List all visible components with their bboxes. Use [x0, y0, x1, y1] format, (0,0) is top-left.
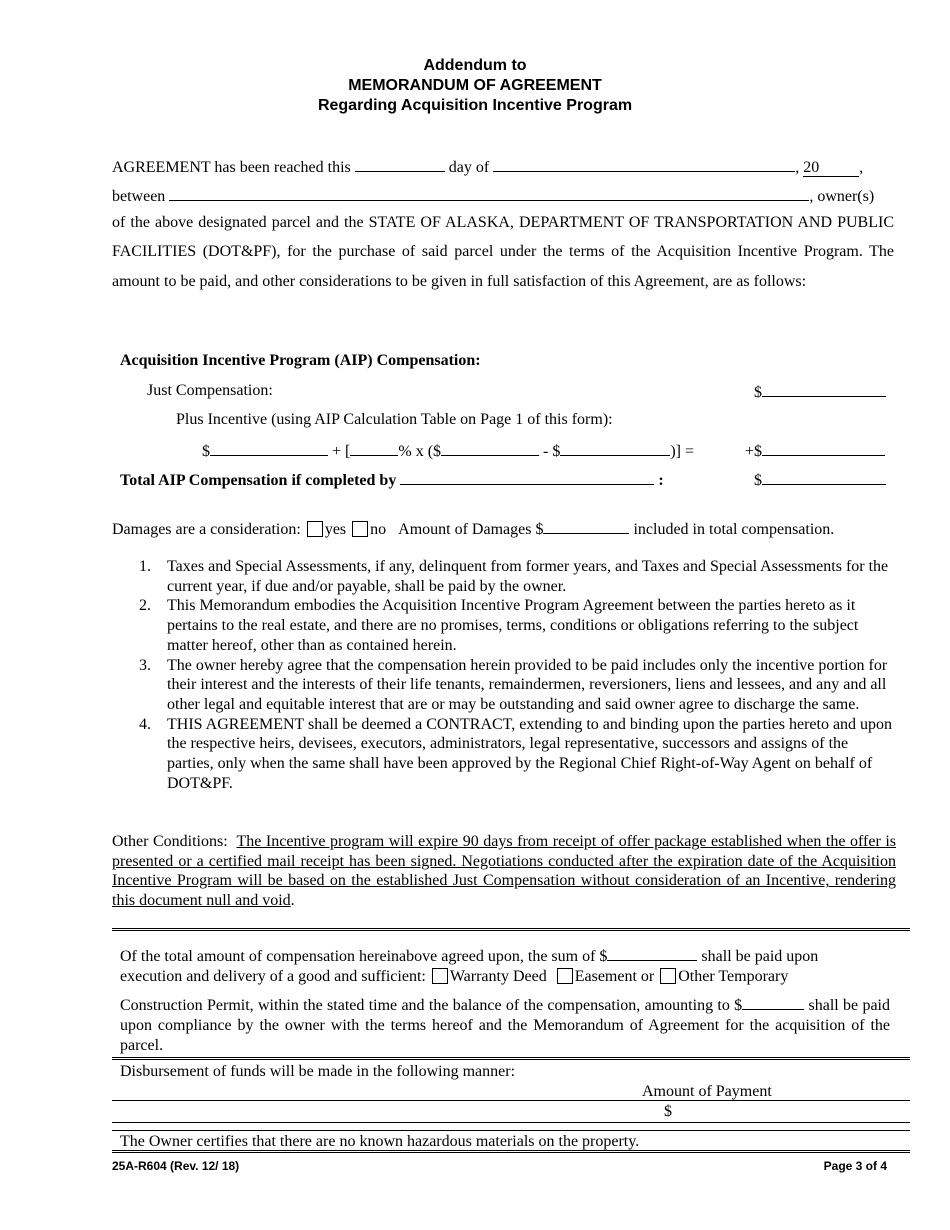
formula-end: )] =	[670, 443, 695, 460]
payment-sum-line	[120, 945, 890, 967]
construction-text-b: shall be paid upon compliance by the owner with the terms hereof and the Memorandum of Agreement for the acquisition of the parcel.	[120, 997, 890, 1054]
other-temporary-checkbox[interactable]	[660, 968, 676, 984]
deed-options-label: execution and delivery of a good and sufficient:	[120, 967, 426, 985]
payment-terms	[120, 945, 890, 1056]
term-text: This Memorandum embodies the Acquisition Incentive Program Agreement between the parties hereto as it pertains to the real estate, and there are no promises, terms, conditions or obligations referring to the subject matter hereof, other than as contained herein.	[167, 597, 859, 654]
header-line-addendum: Addendum to	[423, 57, 527, 74]
formula-plus: + [	[332, 443, 351, 460]
disbursement-label: Disbursement of funds will be made in the following manner:	[120, 1063, 516, 1080]
payment-sum-suffix: shall be paid upon	[701, 948, 819, 965]
damages-label: Damages are a consideration:	[112, 521, 301, 538]
incentive-formula	[202, 440, 694, 462]
damages-amount-field[interactable]	[543, 518, 629, 534]
plus-incentive-label: Plus Incentive (using AIP Calculation Table on Page 1 of this form):	[176, 411, 613, 428]
total-aip-label: Total AIP Compensation if completed by	[120, 472, 397, 489]
total-colon: :	[658, 472, 664, 489]
list-item	[112, 715, 897, 794]
damages-amount-label: Amount of Damages $	[398, 521, 544, 538]
dollar-sign: $	[754, 384, 762, 401]
term-number: 4.	[139, 715, 151, 733]
dollar-sign: $	[433, 443, 442, 460]
plus-dollar-sign: +$	[745, 443, 763, 460]
dollar-sign: $	[754, 472, 762, 489]
term-text: THIS AGREEMENT shall be deemed a CONTRACT, extending to and binding upon the parties hereto and upon the respective heirs, devisees, executors, administrators, legal representative, successors and assigns of the parties, only when the same shall have been approved by the Regional Chief Right-of-Way Agent on behalf of DOT&PF.	[167, 715, 893, 792]
easement-checkbox[interactable]	[557, 968, 573, 984]
owner-name-field[interactable]	[169, 185, 809, 201]
other-conditions-period: .	[290, 892, 295, 910]
warranty-deed-checkbox[interactable]	[432, 968, 448, 984]
form-number: 25A-R604 (Rev. 12/ 18)	[112, 1159, 240, 1173]
payment-sum-field[interactable]	[607, 945, 697, 961]
just-comp-field[interactable]	[762, 381, 886, 397]
header-line-memorandum: MEMORANDUM OF AGREEMENT	[348, 77, 602, 94]
section-divider	[112, 928, 910, 931]
formula-base-field[interactable]	[210, 440, 328, 456]
warranty-deed-label: Warranty Deed	[449, 967, 547, 985]
formula-percent-field[interactable]	[350, 440, 398, 456]
list-item	[112, 596, 897, 655]
formula-value-a-field[interactable]	[441, 440, 539, 456]
total-aip-line	[120, 469, 664, 491]
just-comp-amount	[754, 381, 886, 403]
amount-of-payment-header: Amount of Payment	[642, 1083, 772, 1100]
header-line-program: Regarding Acquisition Incentive Program	[317, 97, 633, 114]
agreement-reached-text: AGREEMENT has been reached this	[112, 159, 351, 176]
list-item	[112, 656, 897, 715]
section-divider	[112, 1057, 910, 1060]
list-item	[112, 557, 897, 596]
hazard-certification: The Owner certifies that there are no known hazardous materials on the property.	[120, 1133, 640, 1150]
term-text: The owner hereby agree that the compensation herein provided to be paid includes only the incentive portion for their interest and the interests of their life tenants, remaindermen, reversioners, liens and lessees, and any and all other legal and equitable interest that are or may be outstanding and said owner agree to discharge the same.	[167, 656, 888, 713]
aip-heading: Acquisition Incentive Program (AIP) Compensation:	[120, 352, 481, 369]
table-rule	[112, 1122, 910, 1123]
construction-permit-text	[120, 994, 890, 1055]
other-conditions-text: The Incentive program will expire 90 days from receipt of offer package established when the offer is presented or a certified mail receipt has been signed. Negotiations conducted after the expiration date of the Acquisition Incentive Program will be based on the established Just Compensation without consideration of an Incentive, rendering this document null and void	[112, 833, 897, 910]
agreement-month-field[interactable]	[493, 156, 795, 172]
damages-line	[112, 518, 834, 540]
other-conditions-label: Other Conditions:	[112, 833, 228, 850]
total-aip-amount	[754, 469, 886, 491]
formula-value-b-field[interactable]	[560, 440, 670, 456]
damages-suffix: included in total compensation.	[633, 521, 835, 538]
table-rule	[112, 1130, 910, 1131]
section-divider	[112, 1150, 910, 1153]
damages-no-checkbox[interactable]	[352, 521, 368, 537]
agreement-date-line: AGREEMENT has been reached this day of , 20 ,	[112, 156, 863, 178]
construction-text-a: Construction Permit, within the stated time and the balance of the compensation, amounting to $	[120, 997, 743, 1015]
formula-pct: % x (	[398, 443, 434, 460]
agreement-body: of the above designated parcel and the STATE OF ALASKA, DEPARTMENT OF TRANSPORTATION AND PUBLIC FACILITIES (DOT&PF), for the purchase of said parcel under the terms of the Acquisition Incentive Program. The amount to be paid, and other considerations to be given in full satisfaction of this Agreement, are as follows:	[112, 214, 894, 290]
agreement-owner-line	[112, 185, 874, 207]
term-text: Taxes and Special Assessments, if any, delinquent from former years, and Taxes and Special Assessments for the current year, if due and/or payable, shall be paid by the owner.	[167, 558, 889, 595]
other-conditions	[112, 832, 896, 911]
page-number: Page 3 of 4	[823, 1159, 887, 1173]
damages-yes-label: yes	[324, 521, 347, 538]
balance-amount-field[interactable]	[742, 994, 804, 1010]
damages-no-label: no	[370, 521, 387, 538]
damages-yes-checkbox[interactable]	[307, 521, 323, 537]
total-amount-field[interactable]	[762, 469, 886, 485]
agreement-day-field[interactable]	[355, 156, 445, 172]
day-of-text: day of	[448, 159, 490, 176]
payment-sum-text: Of the total amount of compensation hereinabove agreed upon, the sum of $	[120, 948, 608, 965]
owners-text: , owner(s)	[809, 188, 875, 205]
terms-list	[112, 557, 897, 793]
term-number: 3.	[139, 656, 151, 674]
completion-date-field[interactable]	[400, 469, 654, 485]
formula-minus: - $	[543, 443, 561, 460]
term-number: 2.	[139, 597, 151, 615]
payment-dollar-sign: $	[664, 1103, 672, 1120]
just-comp-label: Just Compensation:	[147, 382, 273, 399]
other-temporary-label: Other Temporary	[678, 967, 789, 985]
deed-options-line	[120, 967, 890, 987]
agreement-year-field[interactable]: 20	[803, 160, 859, 177]
table-rule	[112, 1100, 910, 1101]
between-text: between	[112, 188, 166, 205]
incentive-amount-field[interactable]	[762, 440, 885, 456]
incentive-amount	[745, 440, 885, 462]
term-number: 1.	[139, 558, 151, 575]
dollar-sign: $	[202, 443, 210, 460]
easement-label: Easement or	[574, 967, 655, 985]
